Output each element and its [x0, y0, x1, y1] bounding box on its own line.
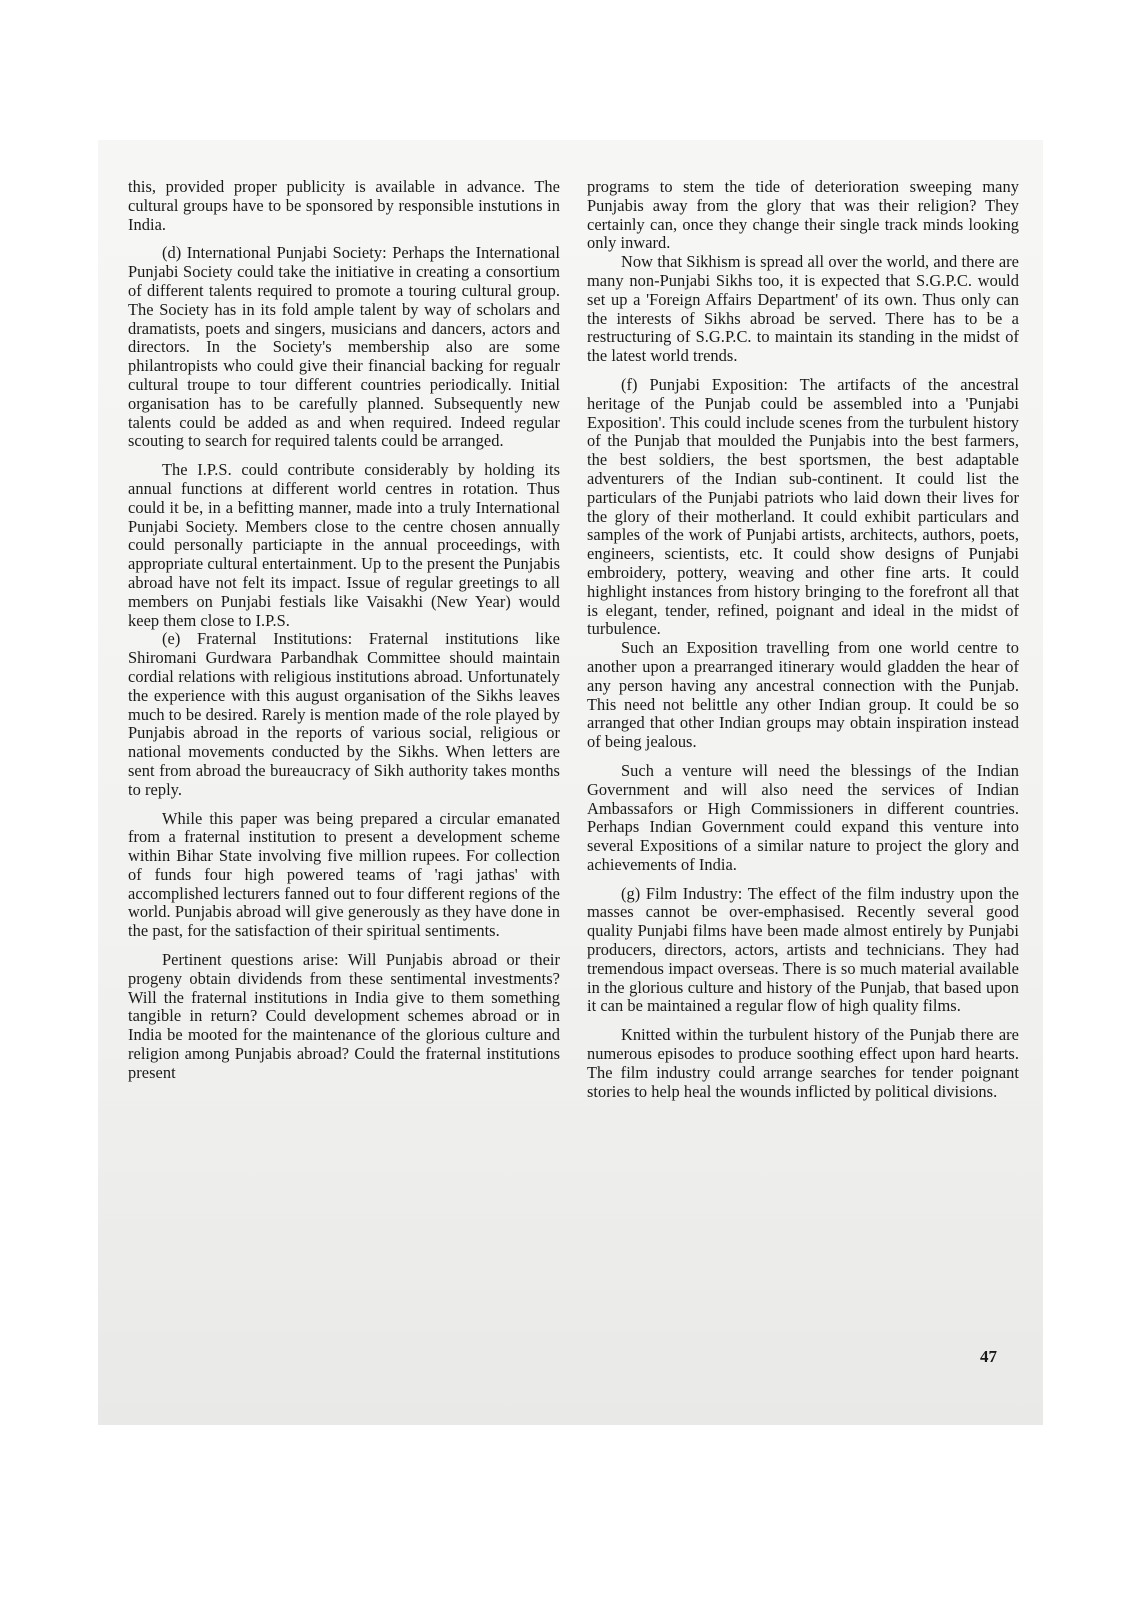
paragraph-punjabi-exposition: (f) Punjabi Exposition: The artifacts of the ancestral heritage of the Punjab could be assembled into a 'Punjabi Exposition'. This could include scenes from the turbulent history of the Punjab that moulded the Punjabis into the best farmers, the best soldiers, the best sportsmen, the best adaptable adventurers of the Indian sub-continent. It could list the particulars of the Punjabi patriots who laid down their lives for the glory of their motherland. It could exhibit particulars and samples of the work of Punjabi artists, architects, authors, poets, engineers, scientists, etc. It could show designs of Punjabi embroidery, pottery, weaving and other fine arts. It could highlight instances from history bringing to the forefront all that is elegant, tender, refined, poignant and ideal in the midst of turbulence. — [587, 374, 1019, 639]
paragraph: Such an Exposition travelling from one world centre to another upon a prearranged itinerary would gladden the hear of any person having any ancestral connection with the Punjab. This need not belittle any other Indian group. It could be so arranged that other Indian groups may obtain inspiration instead of being jealous. — [587, 638, 1019, 752]
paragraph: Now that Sikhism is spread all over the world, and there are many non-Punjabi Sikhs too, it is expected that S.G.P.C. would set up a 'Foreign Affairs Department' of its own. Thus only can the interests of Sikhs abroad be served. There has to be a restructuring of S.G.P.C. to maintain its standing in the midst of the latest world trends. — [587, 252, 1019, 366]
paragraph-international-punjabi-society: (d) International Punjabi Society: Perhaps the International Punjabi Society could take the initiative in creating a consortium of different talents required to promote a touring cultural group. The Society has in its fold ample talent by way of scholars and dramatists, poets and singers, musicians and dancers, actors and directors. In the Society's membership also are some philantropists who could give their financial backing for regualr cultural troupe to tour different countries periodically. Initial organisation has to be carefully planned. Subsequently new talents could be added as and when required. Indeed regular scouting to search for required talents could be arranged. — [128, 243, 560, 451]
paragraph: Such a venture will need the blessings of the Indian Government and will also need the services of Indian Ambassafors or High Commissioners in different countries. Perhaps Indian Government could expand this venture into several Expositions of a similar nature to project the glory and achievements of India. — [587, 760, 1019, 874]
left-column — [128, 178, 560, 1083]
paragraph-film-industry: (g) Film Industry: The effect of the film industry upon the masses cannot be over-emphasised. Recently several good quality Punjabi films have been made almost entirely by Punjabi producers, directors, actors, artists and technicians. They had tremendous impact overseas. There is so much material available in the glorious culture and history of the Punjab, that based upon it can be maintained a regular flow of high quality films. — [587, 883, 1019, 1016]
paragraph: Knitted within the turbulent history of the Punjab there are numerous episodes to produce soothing effect upon hard hearts. The film industry could arrange searches for tender poignant stories to help heal the wounds inflicted by political divisions. — [587, 1025, 1019, 1101]
page-number: 47 — [980, 1347, 997, 1366]
paragraph: While this paper was being prepared a circular emanated from a fraternal institution to present a development scheme within Bihar State involving five million rupees. For collection of funds four high powered teams of 'ragi jathas' with accomplished lecturers fanned out to four different regions of the world. Punjabis abroad will give generously as they have done in the past, for the satisfaction of their spiritual sentiments. — [128, 808, 560, 941]
paragraph-fraternal-institutions: (e) Fraternal Institutions: Fraternal institutions like Shiromani Gurdwara Parbandhak Committee should maintain cordial relations with religious institutions abroad. Unfortunately the experience with this august organisation of the Sikhs leaves much to be desired. Rarely is mention made of the role played by Punjabis abroad in the reports of various social, religious or national movements conducted by the Sikhs. When letters are sent from abroad the bureaucracy of Sikh authority takes months to reply. — [128, 629, 560, 799]
right-column — [587, 178, 1019, 1101]
paragraph: this, provided proper publicity is available in advance. The cultural groups have to be sponsored by responsible instutions in India. — [128, 177, 560, 234]
paragraph: Pertinent questions arise: Will Punjabis abroad or their progeny obtain dividends from these sentimental investments? Will the fraternal institutions in India give to them something tangible in return? Could development schemes abroad or in India be mooted for the maintenance of the glorious culture and religion among Punjabis abroad? Could the fraternal institutions present — [128, 950, 560, 1082]
paragraph: The I.P.S. could contribute considerably by holding its annual functions at different world centres in rotation. Thus could it be, in a befitting manner, made into a truly International Punjabi Society. Members close to the centre chosen annually could personally particiapte in the annual proceedings, with appropriate cultural entertainment. Up to the present the Punjabis abroad have not felt its impact. Issue of regular greetings to all members on Punjabi festials like Vaisakhi (New Year) would keep them close to I.P.S. — [128, 460, 560, 630]
paragraph: programs to stem the tide of deterioration sweeping many Punjabis away from the glory that was their religion? They certainly can, once they change their single track minds looking only inward. — [587, 177, 1019, 253]
